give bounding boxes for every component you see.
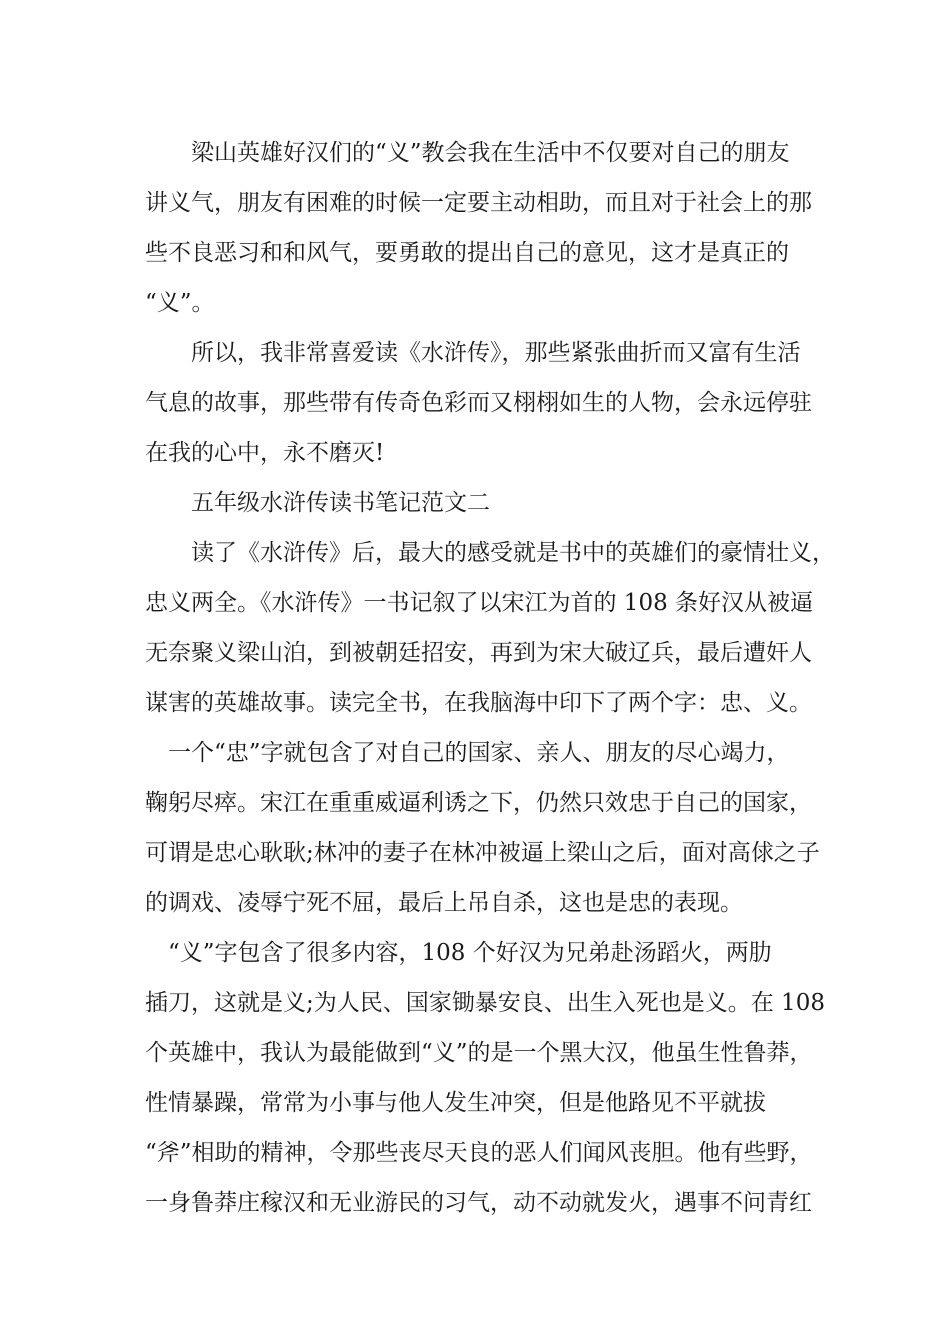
paragraph-line: 一个“忠”字就包含了对自己的国家、亲人、朋友的尽心竭力，	[168, 740, 790, 766]
paragraph-line: 个英雄中，我认为最能做到“义”的是一个黑大汉，他虽生性鲁莽，	[145, 1040, 813, 1066]
paragraph-line: “义”字包含了很多内容，108 个好汉为兄弟赴汤蹈火，两肋	[168, 940, 772, 966]
paragraph-line: 所以，我非常喜爱读《水浒传》，那些紧张曲折而又富有生活	[191, 340, 801, 366]
paragraph-line: 忠义两全。《水浒传》一书记叙了以宋江为首的 108 条好汉从被逼	[145, 590, 814, 616]
paragraph-line: 一身鲁莽庄稼汉和无业游民的习气，动不动就发火，遇事不问青红	[145, 1190, 812, 1216]
paragraph-line: 的调戏、凌辱宁死不屈，最后上吊自杀，这也是忠的表现。	[145, 890, 743, 916]
paragraph-line: 可谓是忠心耿耿;林冲的妻子在林冲被逼上梁山之后，面对高俅之子	[145, 840, 820, 866]
paragraph-line: 性情暴躁，常常为小事与他人发生冲突，但是他路见不平就拔	[145, 1090, 766, 1116]
paragraph-line: 无奈聚义梁山泊，到被朝廷招安，再到为宋大破辽兵，最后遭奸人	[145, 640, 812, 666]
paragraph-line: 梁山英雄好汉们的“义”教会我在生活中不仅要对自己的朋友	[191, 140, 790, 166]
paragraph-line: 些不良恶习和和风气，要勇敢的提出自己的意见，这才是真正的	[145, 240, 789, 266]
paragraph-line: “斧”相助的精神，令那些丧尽天良的恶人们闻风丧胆。他有些野，	[145, 1140, 813, 1166]
paragraph-line: 谋害的英雄故事。读完全书，在我脑海中印下了两个字：忠、义。	[145, 690, 812, 716]
paragraph-line: “义”。	[145, 290, 215, 316]
paragraph-line: 在我的心中，永不磨灭!	[145, 440, 385, 466]
paragraph-line: 插刀，这就是义;为人民、国家锄暴安良、出生入死也是义。在 108	[145, 990, 825, 1016]
paragraph-line: 鞠躬尽瘁。宋江在重重威逼利诱之下，仍然只效忠于自己的国家，	[145, 790, 812, 816]
paragraph-line: 读了《水浒传》后，最大的感受就是书中的英雄们的豪情壮义，	[191, 540, 835, 566]
paragraph-line: 讲义气，朋友有困难的时候一定要主动相助，而且对于社会上的那	[145, 190, 812, 216]
paragraph-line: 气息的故事，那些带有传奇色彩而又栩栩如生的人物，会永远停驻	[145, 390, 812, 416]
section-heading: 五年级水浒传读书笔记范文二	[191, 490, 490, 516]
